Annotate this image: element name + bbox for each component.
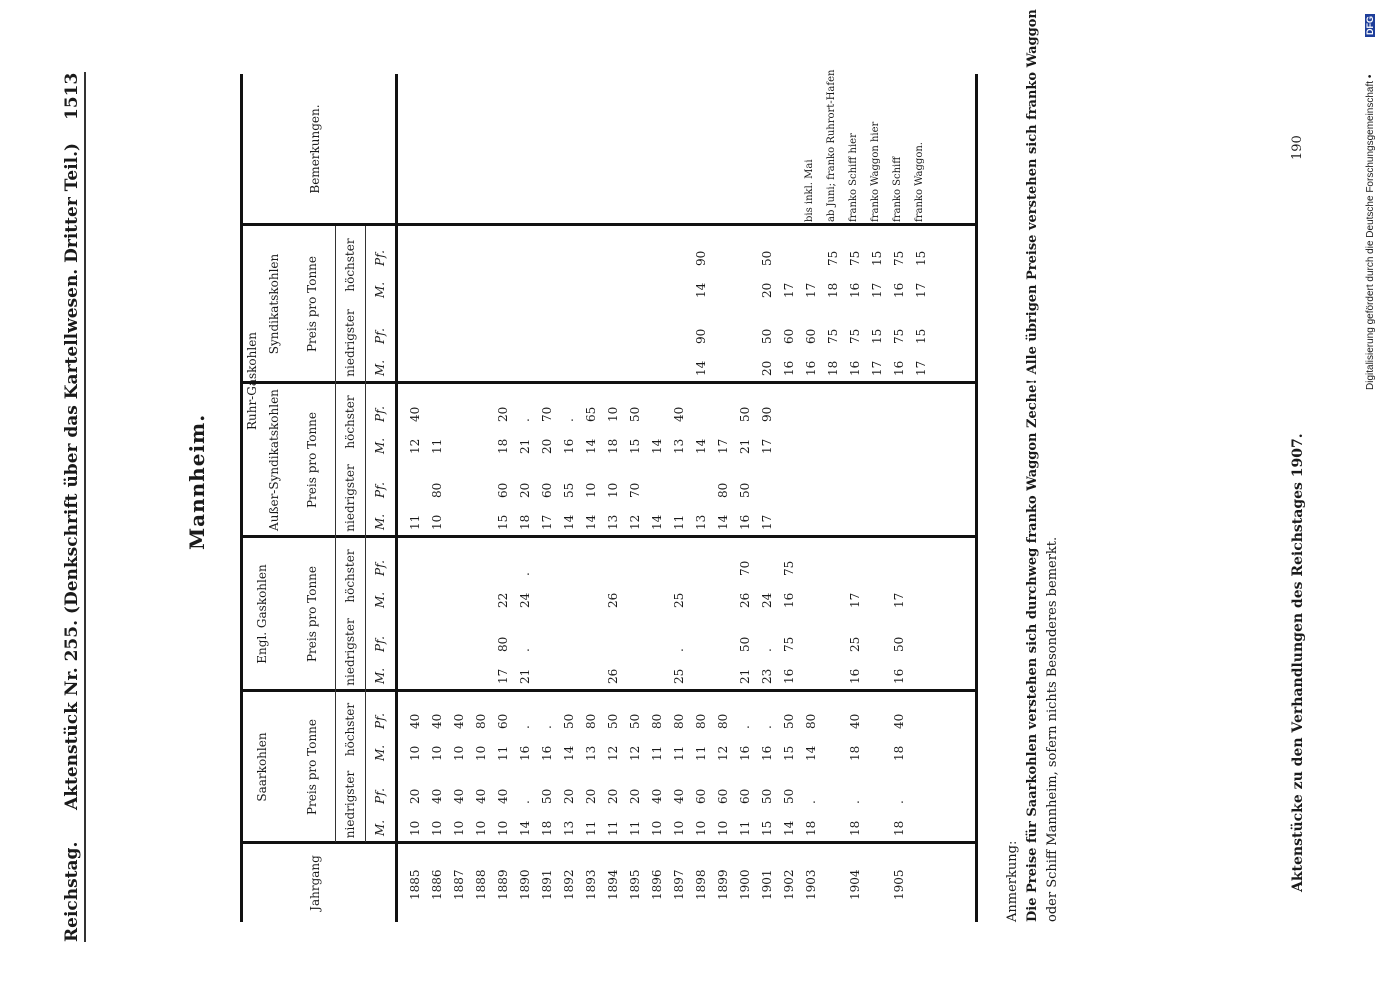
price-cell: 20 — [540, 438, 554, 454]
price-cell: 14 — [694, 360, 708, 376]
price-cell: 40 — [848, 713, 862, 729]
price-cell: 17 — [804, 282, 818, 298]
price-cell: 90 — [694, 250, 708, 266]
price-cell: 14 — [694, 438, 708, 454]
price-cell: 11 — [672, 745, 686, 761]
price-cell: 75 — [892, 328, 906, 344]
price-cell: 16 — [738, 514, 752, 530]
price-cell: 11 — [672, 514, 686, 530]
year-cell: 1903 — [804, 869, 818, 900]
price-cell: 40 — [408, 713, 422, 729]
price-cell: . — [518, 418, 532, 422]
price-cell: 80 — [672, 713, 686, 729]
header-left: Reichstag. — [62, 841, 82, 942]
price-cell: 60 — [716, 788, 730, 804]
year-cell: 1900 — [738, 869, 752, 900]
price-cell: 75 — [848, 328, 862, 344]
price-cell: 16 — [892, 282, 906, 298]
price-cell: 20 — [496, 406, 510, 422]
price-cell: 40 — [408, 406, 422, 422]
price-cell: 16 — [782, 360, 796, 376]
price-cell: 40 — [452, 713, 466, 729]
price-cell: 50 — [760, 788, 774, 804]
price-cell: 40 — [452, 788, 466, 804]
price-cell: 50 — [540, 788, 554, 804]
price-cell: 25 — [848, 636, 862, 652]
price-cell: 18 — [826, 360, 840, 376]
price-cell: 18 — [848, 820, 862, 836]
price-cell: 11 — [738, 820, 752, 836]
price-cell: 17 — [914, 282, 928, 298]
group-remarks: Bemerkungen. — [308, 104, 322, 194]
header-center: Aktenstück Nr. 255. (Denkschrift über das Kartellwesen. Dritter Teil.) — [62, 142, 82, 810]
price-cell: 40 — [672, 406, 686, 422]
price-cell: . — [804, 800, 818, 804]
price-cell: 17 — [870, 360, 884, 376]
price-cell: 24 — [760, 592, 774, 608]
price-cell: 26 — [606, 668, 620, 684]
price-cell: 18 — [804, 820, 818, 836]
price-cell: 80 — [430, 482, 444, 498]
price-cell: 17 — [870, 282, 884, 298]
unit-m-label: M. — [373, 819, 387, 836]
price-cell: 70 — [540, 406, 554, 422]
price-cell: 17 — [914, 360, 928, 376]
price-cell: 13 — [606, 514, 620, 530]
price-cell: 12 — [628, 514, 642, 530]
price-cell: 80 — [716, 482, 730, 498]
price-cell: 16 — [540, 745, 554, 761]
price-label-saar: Preis pro Tonne — [305, 718, 319, 816]
price-label-ausser: Preis pro Tonne — [305, 411, 319, 509]
unit-pf-label: Pf. — [373, 713, 387, 729]
year-cell: 1888 — [474, 869, 488, 900]
price-cell: . — [518, 572, 532, 576]
price-cell: 11 — [628, 820, 642, 836]
price-cell: 23 — [760, 668, 774, 684]
year-cell: 1887 — [452, 869, 466, 900]
price-cell: 10 — [408, 820, 422, 836]
price-cell: 14 — [584, 438, 598, 454]
price-cell: 10 — [694, 820, 708, 836]
price-cell: 17 — [848, 592, 862, 608]
price-cell: 18 — [848, 745, 862, 761]
remark-cell: franko Waggon. — [914, 142, 925, 222]
year-cell: 1886 — [430, 869, 444, 900]
price-cell: 18 — [826, 282, 840, 298]
price-cell: 10 — [408, 745, 422, 761]
price-cell: 55 — [562, 482, 576, 498]
price-cell: 20 — [584, 788, 598, 804]
unit-pf-label: Pf. — [373, 636, 387, 652]
price-cell: 17 — [892, 592, 906, 608]
sub-header-rule — [335, 226, 336, 842]
price-cell: 17 — [760, 438, 774, 454]
price-cell: 17 — [760, 514, 774, 530]
price-cell: 50 — [738, 636, 752, 652]
price-cell: 18 — [606, 438, 620, 454]
price-cell: 16 — [804, 360, 818, 376]
year-cell: 1893 — [584, 869, 598, 900]
low-ausser: niedrigster — [343, 464, 357, 532]
price-cell: 16 — [518, 745, 532, 761]
price-cell: 75 — [782, 636, 796, 652]
group-ruhr: Ruhr-Gaskohlen — [245, 331, 259, 431]
price-cell: 40 — [496, 788, 510, 804]
price-cell: 10 — [584, 482, 598, 498]
price-cell: 50 — [606, 713, 620, 729]
price-cell: 21 — [738, 668, 752, 684]
price-cell: 15 — [870, 250, 884, 266]
price-cell: 60 — [496, 482, 510, 498]
year-cell: 1895 — [628, 869, 642, 900]
low-saar: niedrigster — [343, 770, 357, 839]
unit-m-label: M. — [373, 744, 387, 761]
price-cell: 24 — [518, 592, 532, 608]
year-cell: 1892 — [562, 869, 576, 900]
unit-m-label: M. — [373, 591, 387, 608]
price-cell: 12 — [606, 745, 620, 761]
price-cell: 15 — [628, 438, 642, 454]
price-cell: . — [540, 725, 554, 729]
unit-m-label: M. — [373, 667, 387, 684]
price-cell: 60 — [738, 788, 752, 804]
price-cell: 15 — [782, 745, 796, 761]
high-saar: höchster — [343, 702, 357, 757]
price-cell: 15 — [496, 514, 510, 530]
page-title: Mannheim. — [185, 413, 209, 550]
price-cell: . — [672, 648, 686, 652]
price-cell: 13 — [694, 514, 708, 530]
unit-m-label: M. — [373, 513, 387, 530]
unit-m-label: M. — [373, 437, 387, 454]
price-cell: 21 — [738, 438, 752, 454]
price-cell: 10 — [430, 820, 444, 836]
price-cell: 11 — [650, 745, 664, 761]
year-cell: 1890 — [518, 869, 532, 900]
year-cell: 1899 — [716, 869, 730, 900]
dfg-logo: DFG — [1365, 16, 1375, 35]
price-cell: 11 — [584, 820, 598, 836]
year-cell: 1885 — [408, 869, 422, 900]
unit-pf-label: Pf. — [373, 560, 387, 576]
year-cell: 1891 — [540, 869, 554, 900]
price-cell: 75 — [782, 560, 796, 576]
price-cell: 18 — [892, 745, 906, 761]
note-line-2: oder Schiff Mannheim, sofern nichts Besonderes bemerkt. — [1045, 536, 1060, 922]
price-cell: . — [760, 648, 774, 652]
price-cell: . — [518, 800, 532, 804]
price-cell: . — [892, 800, 906, 804]
price-cell: 26 — [738, 592, 752, 608]
group-ausser: Außer-Syndikatskohlen — [267, 389, 281, 531]
price-cell: 10 — [430, 514, 444, 530]
price-cell: 10 — [452, 745, 466, 761]
price-cell: 80 — [584, 713, 598, 729]
price-cell: . — [518, 648, 532, 652]
price-cell: 80 — [474, 713, 488, 729]
price-cell: 25 — [672, 592, 686, 608]
price-cell: 16 — [892, 668, 906, 684]
price-cell: 11 — [430, 438, 444, 454]
price-cell: 14 — [804, 745, 818, 761]
price-cell: 22 — [496, 592, 510, 608]
footer-left: Aktenstücke zu den Verhandlungen des Reichstages 1907. — [1290, 433, 1306, 892]
year-cell: 1897 — [672, 869, 686, 900]
price-cell: 16 — [848, 360, 862, 376]
price-cell: 70 — [628, 482, 642, 498]
unit-m-label: M. — [373, 359, 387, 376]
price-cell: 20 — [408, 788, 422, 804]
price-cell: 10 — [430, 745, 444, 761]
low-syndikat: niedrigster — [343, 309, 357, 377]
price-cell: 90 — [694, 328, 708, 344]
price-cell: 12 — [628, 745, 642, 761]
year-cell: 1894 — [606, 869, 620, 900]
unit-pf-label: Pf. — [373, 482, 387, 498]
price-cell: 16 — [892, 360, 906, 376]
price-cell: 50 — [782, 713, 796, 729]
price-cell: 21 — [518, 668, 532, 684]
group-engl: Engl. Gaskohlen — [255, 564, 269, 664]
price-cell: 11 — [496, 745, 510, 761]
price-cell: 10 — [606, 482, 620, 498]
price-cell: 10 — [474, 745, 488, 761]
price-cell: 18 — [496, 438, 510, 454]
note-heading: Anmerkung: — [1005, 840, 1020, 922]
price-cell: 10 — [672, 820, 686, 836]
price-cell: 11 — [606, 820, 620, 836]
price-cell: 18 — [892, 820, 906, 836]
remark-cell: franko Schiff hier — [848, 133, 859, 222]
price-cell: 60 — [694, 788, 708, 804]
unit-header-rule — [365, 226, 366, 842]
price-cell: 17 — [782, 282, 796, 298]
price-cell: 50 — [892, 636, 906, 652]
price-cell: 13 — [672, 438, 686, 454]
remark-cell: bis inkl. Mai — [804, 159, 815, 222]
price-cell: 50 — [782, 788, 796, 804]
unit-pf-label: Pf. — [373, 406, 387, 422]
side-note: Digitalisierung gefördert durch die Deutsche Forschungsgemeinschaft • — [1365, 74, 1376, 390]
price-cell: 90 — [760, 406, 774, 422]
price-cell: 40 — [672, 788, 686, 804]
price-cell: . — [760, 725, 774, 729]
price-cell: 11 — [694, 745, 708, 761]
footer-right: 190 — [1290, 135, 1305, 160]
price-cell: 80 — [650, 713, 664, 729]
year-cell: 1889 — [496, 869, 510, 900]
price-cell: 11 — [408, 514, 422, 530]
price-cell: 80 — [716, 713, 730, 729]
price-cell: 17 — [496, 668, 510, 684]
price-cell: 20 — [606, 788, 620, 804]
price-cell: 17 — [540, 514, 554, 530]
price-cell: 10 — [496, 820, 510, 836]
price-cell: 80 — [694, 713, 708, 729]
price-cell: 14 — [716, 514, 730, 530]
price-cell: 15 — [870, 328, 884, 344]
unit-pf-label: Pf. — [373, 328, 387, 344]
remark-cell: franko Waggon hier — [870, 121, 881, 222]
price-cell: 21 — [518, 438, 532, 454]
price-cell: 80 — [804, 713, 818, 729]
price-cell: 75 — [826, 250, 840, 266]
price-cell: 50 — [760, 250, 774, 266]
remark-cell: franko Schiff — [892, 156, 903, 222]
price-cell: 12 — [716, 745, 730, 761]
price-label-engl: Preis pro Tonne — [305, 565, 319, 663]
price-cell: 14 — [650, 438, 664, 454]
year-cell: 1901 — [760, 869, 774, 900]
price-cell: 16 — [782, 592, 796, 608]
price-cell: 40 — [650, 788, 664, 804]
price-cell: 50 — [628, 406, 642, 422]
year-cell: 1904 — [848, 869, 862, 900]
price-cell: 14 — [518, 820, 532, 836]
price-cell: 20 — [562, 788, 576, 804]
high-engl: höchster — [343, 549, 357, 603]
price-cell: 26 — [606, 592, 620, 608]
year-cell: 1902 — [782, 869, 796, 900]
unit-pf-label: Pf. — [373, 250, 387, 266]
price-cell: 75 — [826, 328, 840, 344]
price-cell: 10 — [606, 406, 620, 422]
unit-pf-label: Pf. — [373, 788, 387, 804]
price-cell: 16 — [760, 745, 774, 761]
price-cell: 40 — [474, 788, 488, 804]
price-cell: 65 — [584, 406, 598, 422]
price-cell: 60 — [804, 328, 818, 344]
price-cell: 80 — [496, 636, 510, 652]
header-rule — [84, 72, 86, 942]
price-cell: 40 — [892, 713, 906, 729]
unit-m-label: M. — [373, 281, 387, 298]
price-cell: . — [738, 725, 752, 729]
note-line-1: Die Preise für Saarkohlen verstehen sich durchweg franko Waggon Zeche! Alle übrigen Preise verstehen sich franko Waggon — [1025, 9, 1040, 922]
price-cell: 20 — [518, 482, 532, 498]
price-table — [240, 69, 978, 922]
price-cell: 16 — [738, 745, 752, 761]
year-cell: 1896 — [650, 869, 664, 900]
price-cell: 60 — [782, 328, 796, 344]
remark-cell: ab Juni; franko Ruhrort-Hafen — [826, 69, 837, 222]
price-cell: 12 — [408, 438, 422, 454]
price-cell: 16 — [848, 668, 862, 684]
price-cell: 14 — [650, 514, 664, 530]
price-cell: 16 — [562, 438, 576, 454]
price-cell: 14 — [694, 282, 708, 298]
price-cell: 13 — [562, 820, 576, 836]
price-cell: 18 — [540, 820, 554, 836]
price-cell: . — [562, 418, 576, 422]
year-cell: 1898 — [694, 869, 708, 900]
price-cell: 40 — [430, 788, 444, 804]
group-saar: Saarkohlen — [255, 732, 269, 802]
price-cell: 25 — [672, 668, 686, 684]
price-cell: 13 — [584, 745, 598, 761]
price-cell: 50 — [738, 406, 752, 422]
high-syndikat: höchster — [343, 238, 357, 292]
price-cell: 14 — [562, 745, 576, 761]
group-syndikat: Syndikatskohlen — [267, 253, 281, 355]
price-cell: 75 — [848, 250, 862, 266]
price-cell: 18 — [518, 514, 532, 530]
price-cell: 16 — [782, 668, 796, 684]
price-cell: 10 — [452, 820, 466, 836]
high-ausser: höchster — [343, 395, 357, 449]
price-cell: 70 — [738, 560, 752, 576]
price-cell: 14 — [782, 820, 796, 836]
price-cell: 15 — [760, 820, 774, 836]
price-cell: 15 — [914, 328, 928, 344]
header-divider — [395, 74, 398, 922]
price-cell: 20 — [628, 788, 642, 804]
price-label-syndikat: Preis pro Tonne — [305, 255, 319, 353]
price-cell: 10 — [650, 820, 664, 836]
price-cell: 20 — [760, 282, 774, 298]
price-cell: 50 — [760, 328, 774, 344]
price-cell: 75 — [892, 250, 906, 266]
price-cell: . — [518, 725, 532, 729]
price-cell: 10 — [474, 820, 488, 836]
price-cell: 16 — [848, 282, 862, 298]
price-cell: 60 — [540, 482, 554, 498]
price-cell: 50 — [738, 482, 752, 498]
price-cell: . — [848, 800, 862, 804]
price-cell: 60 — [496, 713, 510, 729]
price-cell: 17 — [716, 438, 730, 454]
price-cell: 50 — [562, 713, 576, 729]
page-number: 1513 — [62, 72, 82, 120]
price-cell: 15 — [914, 250, 928, 266]
price-cell: 50 — [628, 713, 642, 729]
col-year-header: Jahrgang — [308, 855, 322, 911]
price-cell: 20 — [760, 360, 774, 376]
year-cell: 1905 — [892, 869, 906, 900]
price-cell: 14 — [562, 514, 576, 530]
price-cell: 14 — [584, 514, 598, 530]
price-cell: 40 — [430, 713, 444, 729]
price-cell: 10 — [716, 820, 730, 836]
low-engl: niedrigster — [343, 618, 357, 686]
